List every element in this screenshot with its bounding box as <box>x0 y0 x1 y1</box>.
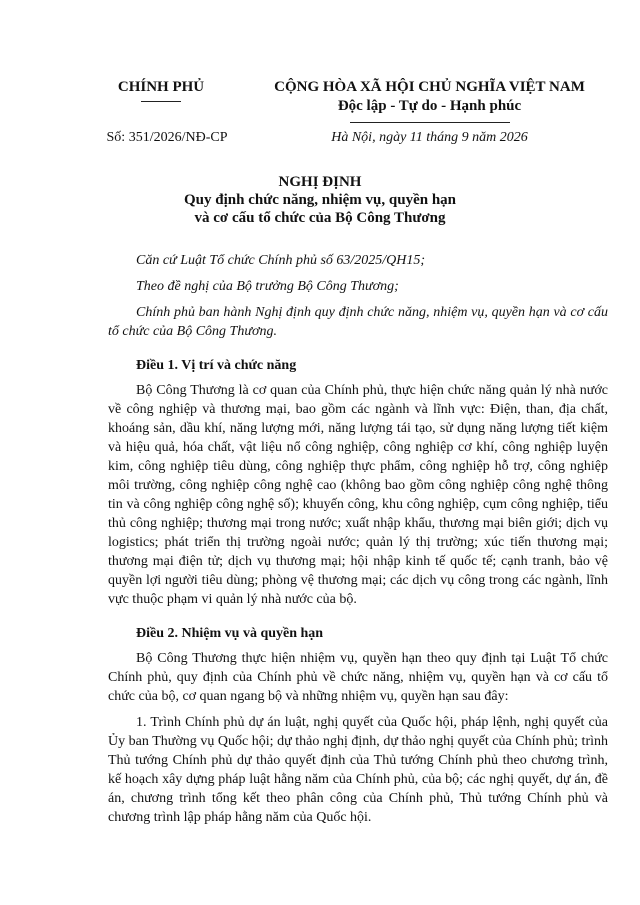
document-type: NGHỊ ĐỊNH <box>278 174 362 190</box>
article-1-heading: Điều 1. Vị trí và chức năng <box>136 358 297 373</box>
preamble-proposal: Theo đề nghị của Bộ trưởng Bộ Công Thương; <box>136 279 399 294</box>
motto-underline <box>350 122 510 123</box>
national-motto: Độc lập - Tự do - Hạnh phúc <box>337 98 522 114</box>
issuing-agency: CHÍNH PHỦ <box>117 79 205 95</box>
document-number: Số: 351/2026/NĐ-CP <box>106 130 228 145</box>
document-title-block <box>100 173 540 227</box>
national-title-block <box>262 78 597 123</box>
article-1-text: Bộ Công Thương là cơ quan của Chính phủ, thực hiện chức năng quản lý nhà nước về công nghiệp và thương mại, bao gồm các ngành và lĩnh vực: Điện, than, địa chất, khoáng sản, dầu khí, năng lượng mới, năng lượng tái tạo, sử dụng năng lượng tiết kiệm và hiệu quả, hóa chất, vật liệu nổ công nghiệp, công nghiệp cơ khí, công nghiệp luyện kim, công nghiệp tiêu dùng, công nghiệp thực phẩm, công nghiệp hỗ trợ, công nghiệp môi trường, công nghiệp công nghệ cao (không bao gồm công nghiệp công nghệ thông tin và công nghiệp công nghệ số); khuyến công, khu công nghiệp, cụm công nghiệp, tiểu thủ công nghiệp; thương mại trong nước; xuất nhập khẩu, thương mại biên giới; dịch vụ logistics; phát triển thị trường ngoài nước; quản lý thị trường; xúc tiến thương mại; thương mại điện tử; dịch vụ thương mại; hội nhập kinh tế quốc tế; cạnh tranh, bảo vệ quyền lợi người tiêu dùng; phòng vệ thương mại; các dịch vụ công trong các ngành, lĩnh vực thuộc phạm vi quản lý nhà nước của bộ. <box>108 383 608 607</box>
article-2-heading: Điều 2. Nhiệm vụ và quyền hạn <box>136 626 324 641</box>
agency-underline <box>141 101 181 102</box>
country-name: CỘNG HÒA XÃ HỘI CHỦ NGHĨA VIỆT NAM <box>274 79 585 95</box>
article-2-intro: Bộ Công Thương thực hiện nhiệm vụ, quyền hạn theo quy định tại Luật Tổ chức Chính phủ, quy định của Chính phủ về chức năng, nhiệm vụ, quyền hạn và cơ cấu tổ chức của bộ, cơ quan ngang bộ và những nhiệm vụ, quyền hạn sau đây: <box>108 651 608 704</box>
document-body <box>108 251 608 827</box>
title-line-2: và cơ cấu tổ chức của Bộ Công Thương <box>194 210 446 226</box>
preamble-legal-basis: Căn cứ Luật Tổ chức Chính phủ số 63/2025/QH15; <box>136 253 426 268</box>
preamble-promulgation: Chính phủ ban hành Nghị định quy định chức năng, nhiệm vụ, quyền hạn và cơ cấu tổ chức của Bộ Công Thương. <box>108 305 608 339</box>
article-2-item-1: 1. Trình Chính phủ dự án luật, nghị quyết của Quốc hội, pháp lệnh, nghị quyết của Ủy ban Thường vụ Quốc hội; dự thảo nghị định, dự thảo nghị quyết của Chính phủ; trình Thủ tướng Chính phủ dự thảo quyết định của Thủ tướng Chính phủ theo chương trình, kế hoạch xây dựng pháp luật hằng năm của Chính phủ, của bộ; các nghị quyết, dự án, đề án, chương trình tổng kết theo phân công của Chính phủ, Thủ tướng Chính phủ và chương trình lập pháp hằng năm của Quốc hội. <box>108 715 608 825</box>
issuing-agency-block <box>105 78 217 102</box>
date-line: Hà Nội, ngày 11 tháng 9 năm 2026 <box>331 130 528 145</box>
title-line-1: Quy định chức năng, nhiệm vụ, quyền hạn <box>183 192 456 208</box>
